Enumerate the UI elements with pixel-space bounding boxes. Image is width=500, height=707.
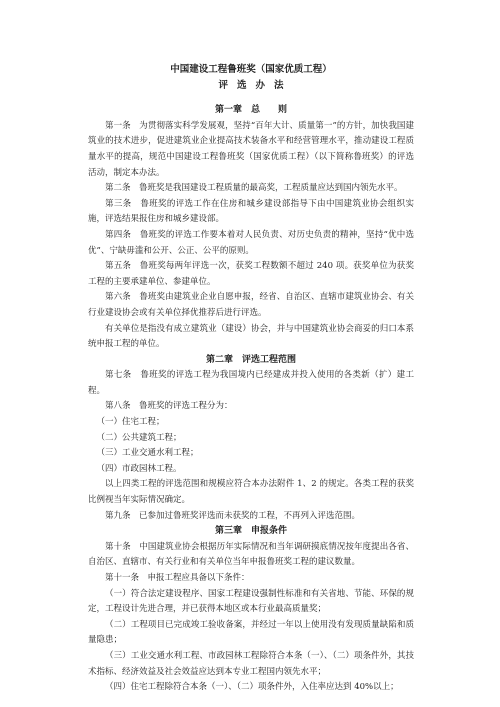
list-item: （四）市政园林工程。 bbox=[96, 463, 182, 474]
list-item: （二）公共建筑工程； bbox=[96, 432, 182, 443]
document-title: 中国建设工程鲁班奖（国家优质工程） bbox=[170, 64, 332, 75]
document-subtitle: 评选办法 bbox=[218, 79, 293, 91]
article-paragraph: 第七条 鲁班奖的评选工程为我国境内已经建成并投入使用的各类新（扩）建工程。 bbox=[88, 370, 414, 396]
article-paragraph: 第十一条 申报工程应具备以下条件： bbox=[105, 573, 250, 583]
chapter-heading: 第一章 总 则 bbox=[214, 105, 287, 116]
list-item: （一）住宅工程； bbox=[96, 417, 165, 428]
article-paragraph: （三）工业交通水利工程、市政园林工程除符合本条（一）、（二）项条件外，其技术指标、经济效益及社会效益应达到本专业工程国内领先水平； bbox=[88, 650, 414, 677]
chapter-heading: 第二章 评选工程范围 bbox=[205, 354, 296, 365]
article-paragraph: 第四条 鲁班奖的评选工作要本着对人民负责、对历史负责的精神，坚持“优中选优”、宁缺毋滥和公开、公正、公平的原则。 bbox=[88, 229, 414, 256]
document-body bbox=[88, 62, 414, 696]
article-paragraph: 以上四类工程的评选范围和规模应符合本办法附件 1、2 的规定。各类工程的获奖比例视当年实际情况确定。 bbox=[88, 479, 414, 506]
article-paragraph: 第九条 已参加过鲁班奖评选而未获奖的工程，不再列入评选范围。 bbox=[105, 510, 361, 521]
article-paragraph: 第五条 鲁班奖每两年评选一次，获奖工程数额不超过 240 项。获奖单位为获奖工程的主要承建单位、参建单位。 bbox=[88, 261, 414, 287]
article-paragraph: 第一条 为贯彻落实科学发展观，坚持“百年大计、质量第一”的方针，加快我国建筑业的技术进步，促进建筑业企业提高技术装备水平和经营管理水平，推动建设工程质量水平的提高，规范中国建设工程鲁班奖（国家优质工程）（以下简称鲁班奖）的评选活动，制定本办法。 bbox=[88, 120, 414, 178]
article-paragraph: 第八条 鲁班奖的评选工程分为： bbox=[105, 401, 233, 412]
list-item: （三）工业交通水利工程； bbox=[96, 448, 199, 459]
article-paragraph: 第三条 鲁班奖的评选工作在住房和城乡建设部指导下由中国建筑业协会组织实施，评选结果报住房和城乡建设部。 bbox=[88, 198, 414, 225]
article-paragraph: （一）符合法定建设程序、国家工程建设强制性标准和有关省地、节能、环保的规定，工程设计先进合理，并已获得本地区或本行业最高质量奖； bbox=[88, 588, 414, 615]
article-paragraph: 第二条 鲁班奖是我国建设工程质量的最高奖，工程质量应达到国内领先水平。 bbox=[105, 183, 403, 194]
article-paragraph: （四）住宅工程除符合本条（一）、（二）项条件外，入住率应达到 40%以上； bbox=[105, 682, 399, 693]
article-paragraph: 第六条 鲁班奖由建筑业企业自愿申报，经省、自治区、直辖市建筑业协会、有关行业建设协会或有关单位择优推荐后进行评选。 bbox=[88, 292, 414, 318]
article-paragraph: 有关单位是指没有成立建筑业（建设）协会，并与中国建筑业协会商妥的归口本系统申报工程的单位。 bbox=[88, 323, 414, 350]
article-paragraph: （二）工程项目已完成竣工验收备案，并经过一年以上使用没有发现质量缺陷和质量隐患； bbox=[88, 619, 414, 646]
chapter-heading: 第三章 申报条件 bbox=[214, 526, 287, 537]
article-paragraph: 第十条 中国建筑业协会根据历年实际情况和当年调研摸底情况按年度提出各省、自治区、直辖市、有关行业和有关单位当年申报鲁班奖工程的建议数量。 bbox=[88, 541, 414, 568]
